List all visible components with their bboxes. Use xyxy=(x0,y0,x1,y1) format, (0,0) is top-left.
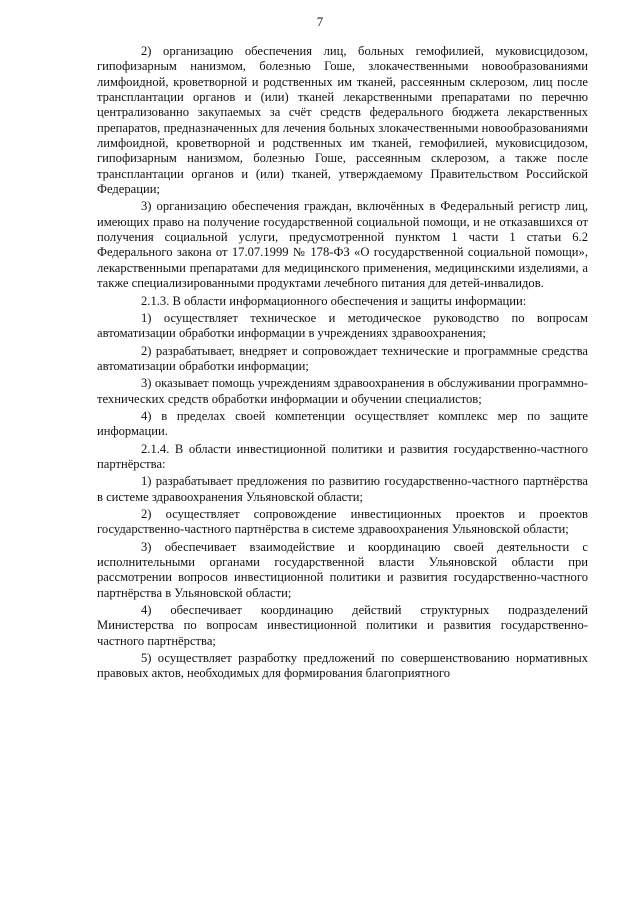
document-body xyxy=(97,44,588,682)
paragraph-3-federal-register: 3) организацию обеспечения граждан, включённых в Федеральный регистр лиц, имеющих право на получение государственной социальной помощи, и не отказавшихся от получения социальной услуги, предусмотренной пунктом 1 части 1 статьи 6.2 Федерального закона от 17.07.1999 № 178-ФЗ «О государственной социальной помощи», лекарственными препаратами для медицинского применения, медицинскими изделиями, а также специализированными продуктами лечебного питания для детей-инвалидов. xyxy=(97,199,588,291)
paragraph-2-organization-hemophilia: 2) организацию обеспечения лиц, больных гемофилией, муковисцидозом, гипофизарным нанизмом, болезнью Гоше, злокачественными новообразованиями лимфоидной, кроветворной и родственных им тканей, рассеянным склерозом, лиц после трансплантации органов и (или) тканей лекарственными препаратами по перечню централизованно закупаемых за счёт средств федерального бюджета лекарственных препаратов, предназначенных для лечения больных злокачественными новообразованиями лимфоидной, кроветворной и родственных им тканей, гемофилией, муковисцидозом, гипофизарным нанизмом, болезнью Гоше, рассеянным склерозом, а также после трансплантации органов и (или) тканей, утверждаемому Правительством Российской Федерации; xyxy=(97,44,588,197)
paragraph-2-1-4-item-4: 4) обеспечивает координацию действий структурных подразделений Министерства по вопросам инвестиционной политики и развития государственно-частного партнёрства; xyxy=(97,603,588,648)
paragraph-2-1-3-item-4: 4) в пределах своей компетенции осуществляет комплекс мер по защите информации. xyxy=(97,408,588,439)
paragraph-2-1-4-item-5: 5) осуществляет разработку предложений по совершенствованию нормативных правовых актов, необходимых для формирования благоприятного xyxy=(97,651,588,681)
paragraph-2-1-4-item-3: 3) обеспечивает взаимодействие и координацию своей деятельности с исполнительными органами государственной власти Ульяновской области при рассмотрении вопросов инвестиционной политики и развития государственно-частного партнёрства в Ульяновской области; xyxy=(97,539,588,600)
section-heading-2-1-3: 2.1.3. В области информационного обеспечения и защиты информации: xyxy=(141,293,527,308)
paragraph-2-1-4-item-2: 2) осуществляет сопровождение инвестиционных проектов и проектов государственно-частного партнёрства в системе здравоохранения Ульяновской области; xyxy=(97,506,588,537)
paragraph-2-1-3-item-3: 3) оказывает помощь учреждениям здравоохранения в обслуживании программно-технических средств обработки информации и обучении специалистов; xyxy=(97,376,588,406)
paragraph-2-1-3-item-1: 1) осуществляет техническое и методическое руководство по вопросам автоматизации обработки информации в учреждениях здравоохранения; xyxy=(97,310,588,341)
paragraph-2-1-4-item-1: 1) разрабатывает предложения по развитию государственно-частного партнёрства в системе здравоохранения Ульяновской области; xyxy=(97,474,588,504)
section-heading-2-1-4: 2.1.4. В области инвестиционной политики и развития государственно-частного партнёрства: xyxy=(97,441,588,471)
page-number: 7 xyxy=(316,14,324,29)
paragraph-2-1-3-item-2: 2) разрабатывает, внедряет и сопровождает технические и программные средства автоматизации обработки информации; xyxy=(97,343,588,373)
